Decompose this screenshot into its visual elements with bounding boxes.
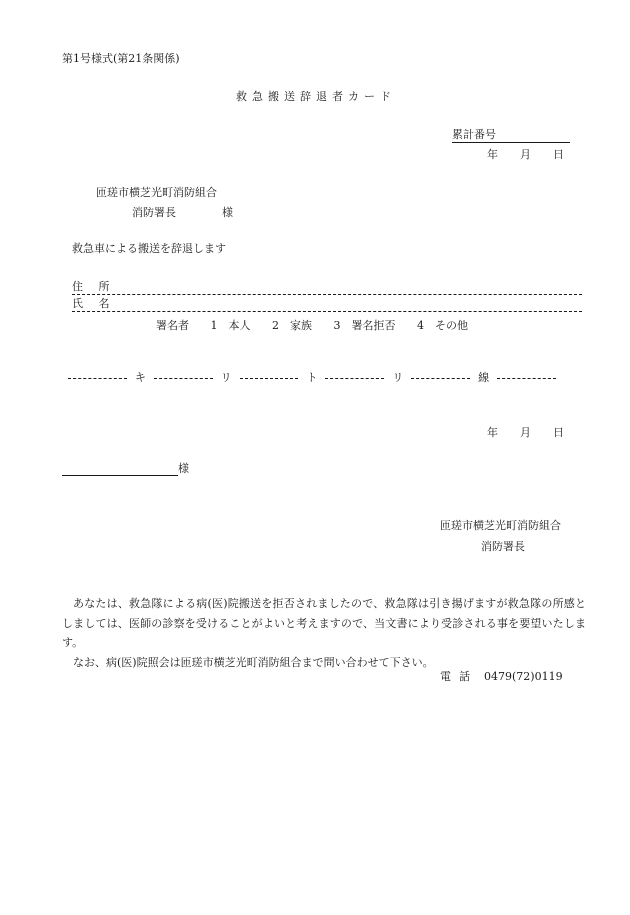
signer-option-refused[interactable]: 3 署名拒否 xyxy=(333,319,396,332)
cut-char: キ xyxy=(134,371,146,384)
addressee-chief xyxy=(132,206,233,220)
cut-dash xyxy=(325,378,384,379)
date-month: 月 xyxy=(520,148,531,161)
date-year: 年 xyxy=(487,148,498,161)
signer-option-family[interactable]: 2 家族 xyxy=(272,319,312,332)
cut-line xyxy=(62,371,562,385)
date-year: 年 xyxy=(487,426,498,439)
recipient-name-blank[interactable] xyxy=(62,463,178,476)
recipient-line xyxy=(62,462,189,476)
serial-number-field[interactable] xyxy=(452,128,570,143)
serial-number-label: 累計番号 xyxy=(452,128,496,141)
recipient-honorific: 様 xyxy=(178,462,189,475)
declaration: 救急車による搬送を辞退します xyxy=(72,242,226,255)
date-line-bottom xyxy=(487,426,564,440)
issuer-chief: 消防署長 xyxy=(481,540,525,553)
issuer-org: 匝瑳市横芝光町消防組合 xyxy=(440,519,561,532)
address-label: 住 所 xyxy=(72,280,116,293)
addressee-org: 匝瑳市横芝光町消防組合 xyxy=(96,186,217,199)
name-label: 氏 名 xyxy=(72,297,116,310)
phone-number: 0479(72)0119 xyxy=(484,670,563,683)
notice-text xyxy=(62,594,586,672)
cut-char: リ xyxy=(392,371,404,384)
cut-char: 線 xyxy=(478,371,490,384)
phone-label: 電話 xyxy=(440,670,478,683)
document-title: 救急搬送辞退者カード xyxy=(236,90,396,103)
form-number: 第1号様式(第21条関係) xyxy=(62,52,180,65)
cut-char: リ xyxy=(220,371,232,384)
date-day: 日 xyxy=(553,148,564,161)
date-line-top xyxy=(487,148,564,162)
cut-dash xyxy=(411,378,470,379)
signer-label: 署名者 xyxy=(156,319,189,332)
signer-options xyxy=(156,319,486,333)
cut-char: ト xyxy=(306,371,318,384)
address-field[interactable] xyxy=(72,280,582,295)
signer-option-self[interactable]: 1 本人 xyxy=(210,319,251,332)
addressee-honorific: 様 xyxy=(222,206,233,219)
name-field[interactable] xyxy=(72,297,582,312)
cut-dash xyxy=(497,378,556,379)
cut-dash xyxy=(240,378,299,379)
addressee-chief-title: 消防署長 xyxy=(132,206,176,219)
phone-line xyxy=(440,670,563,684)
notice-paragraph-1: あなたは、救急隊による病(医)院搬送を拒否されましたので、救急隊は引き揚げますが救急隊の所感としましては、医師の診察を受けることがよいと考えますので、当文書により受診される事を要望いたします。 xyxy=(62,597,586,649)
date-month: 月 xyxy=(520,426,531,439)
cut-dash xyxy=(154,378,213,379)
signer-option-other: 4 その他 xyxy=(417,319,468,332)
date-day: 日 xyxy=(553,426,564,439)
cut-dash xyxy=(68,378,127,379)
notice-paragraph-2: なお、病(医)院照会は匝瑳市横芝光町消防組合まで問い合わせて下さい。 xyxy=(73,655,434,669)
